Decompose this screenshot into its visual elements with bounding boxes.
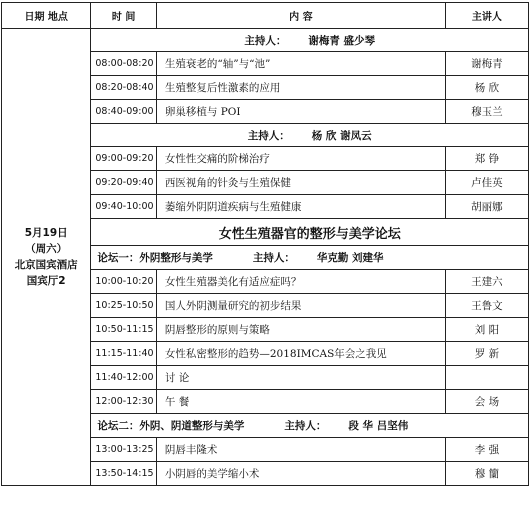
forum-title: 女性生殖器官的整形与美学论坛 [91,219,529,246]
forum-label: 论坛一：外阴整形与美学 [97,252,213,264]
time-cell: 10:25-10:50 [91,294,156,318]
speaker-cell: 胡丽娜 [445,195,528,219]
time-cell: 13:00-13:25 [91,438,156,462]
time-cell: 08:40-09:00 [91,100,156,124]
time-cell: 13:50-14:15 [91,462,156,486]
time-cell: 08:00-08:20 [91,52,156,76]
date-place-cell [2,29,91,486]
weekday-text: （周六） [25,243,68,255]
topic-cell: 生殖整复后性激素的应用 [156,76,445,100]
time-cell: 08:20-08:40 [91,76,156,100]
time-cell: 09:40-10:00 [91,195,156,219]
topic-cell: 西医视角的针灸与生殖保健 [156,171,445,195]
topic-cell: 小阴唇的美学缩小术 [156,462,445,486]
venue-text: 北京国宾酒店 [14,259,78,271]
speaker-cell: 会 场 [445,390,528,414]
topic-cell: 阴唇整形的原则与策略 [156,318,445,342]
host-cell [91,124,529,147]
host-label: 主持人： [284,420,327,432]
speaker-cell: 穆 籣 [445,462,528,486]
speaker-cell: 谢梅青 [445,52,528,76]
speaker-cell: 王鲁文 [445,294,528,318]
host-names: 段 华 吕坚伟 [348,420,409,432]
speaker-cell: 穆玉兰 [445,100,528,124]
forum-label: 论坛二：外阴、阴道整形与美学 [97,420,245,432]
date-text: 5月19日 [24,227,68,239]
host-names: 华克勤 刘建华 [316,252,384,264]
topic-cell: 女性性交痛的阶梯治疗 [156,147,445,171]
time-cell: 12:00-12:30 [91,390,156,414]
topic-cell: 国人外阴测量研究的初步结果 [156,294,445,318]
header-time: 时 间 [91,3,156,29]
speaker-cell: 刘 阳 [445,318,528,342]
topic-cell: 卵巢移植与 POI [156,100,445,124]
time-cell: 10:00-10:20 [91,270,156,294]
topic-cell: 女性生殖器美化有适应症吗？ [156,270,445,294]
topic-cell: 午 餐 [156,390,445,414]
host-label: 主持人： [252,252,295,264]
time-cell: 09:00-09:20 [91,147,156,171]
topic-cell: 萎缩外阴阴道疾病与生殖健康 [156,195,445,219]
speaker-cell: 郑 铮 [445,147,528,171]
forum-one-header [91,246,529,270]
speaker-cell: 王建六 [445,270,528,294]
schedule-table [1,2,529,486]
topic-cell: 阴唇丰隆术 [156,438,445,462]
speaker-cell: 李 强 [445,438,528,462]
forum-two-header [91,414,529,438]
host-row [2,29,529,52]
host-label: 主持人： [247,129,290,142]
header-date-place: 日期 地点 [2,3,91,29]
topic-cell: 生殖衰老的“轴”与“池” [156,52,445,76]
header-content: 内 容 [156,3,445,29]
speaker-cell [445,366,528,390]
hall-text: 国宾厅2 [26,275,66,287]
header-speaker: 主讲人 [445,3,528,29]
host-names: 谢梅青 盛少琴 [308,34,376,47]
time-cell: 11:40-12:00 [91,366,156,390]
topic-cell: 女性私密整形的趋势—2018IMCAS年会之我见 [156,342,445,366]
time-cell: 11:15-11:40 [91,342,156,366]
topic-cell: 讨 论 [156,366,445,390]
speaker-cell: 杨 欣 [445,76,528,100]
host-cell [91,29,529,52]
header-row [2,3,529,29]
host-label: 主持人： [244,34,287,47]
time-cell: 10:50-11:15 [91,318,156,342]
speaker-cell: 罗 新 [445,342,528,366]
time-cell: 09:20-09:40 [91,171,156,195]
host-names: 杨 欣 谢凤云 [311,129,372,142]
speaker-cell: 卢佳英 [445,171,528,195]
